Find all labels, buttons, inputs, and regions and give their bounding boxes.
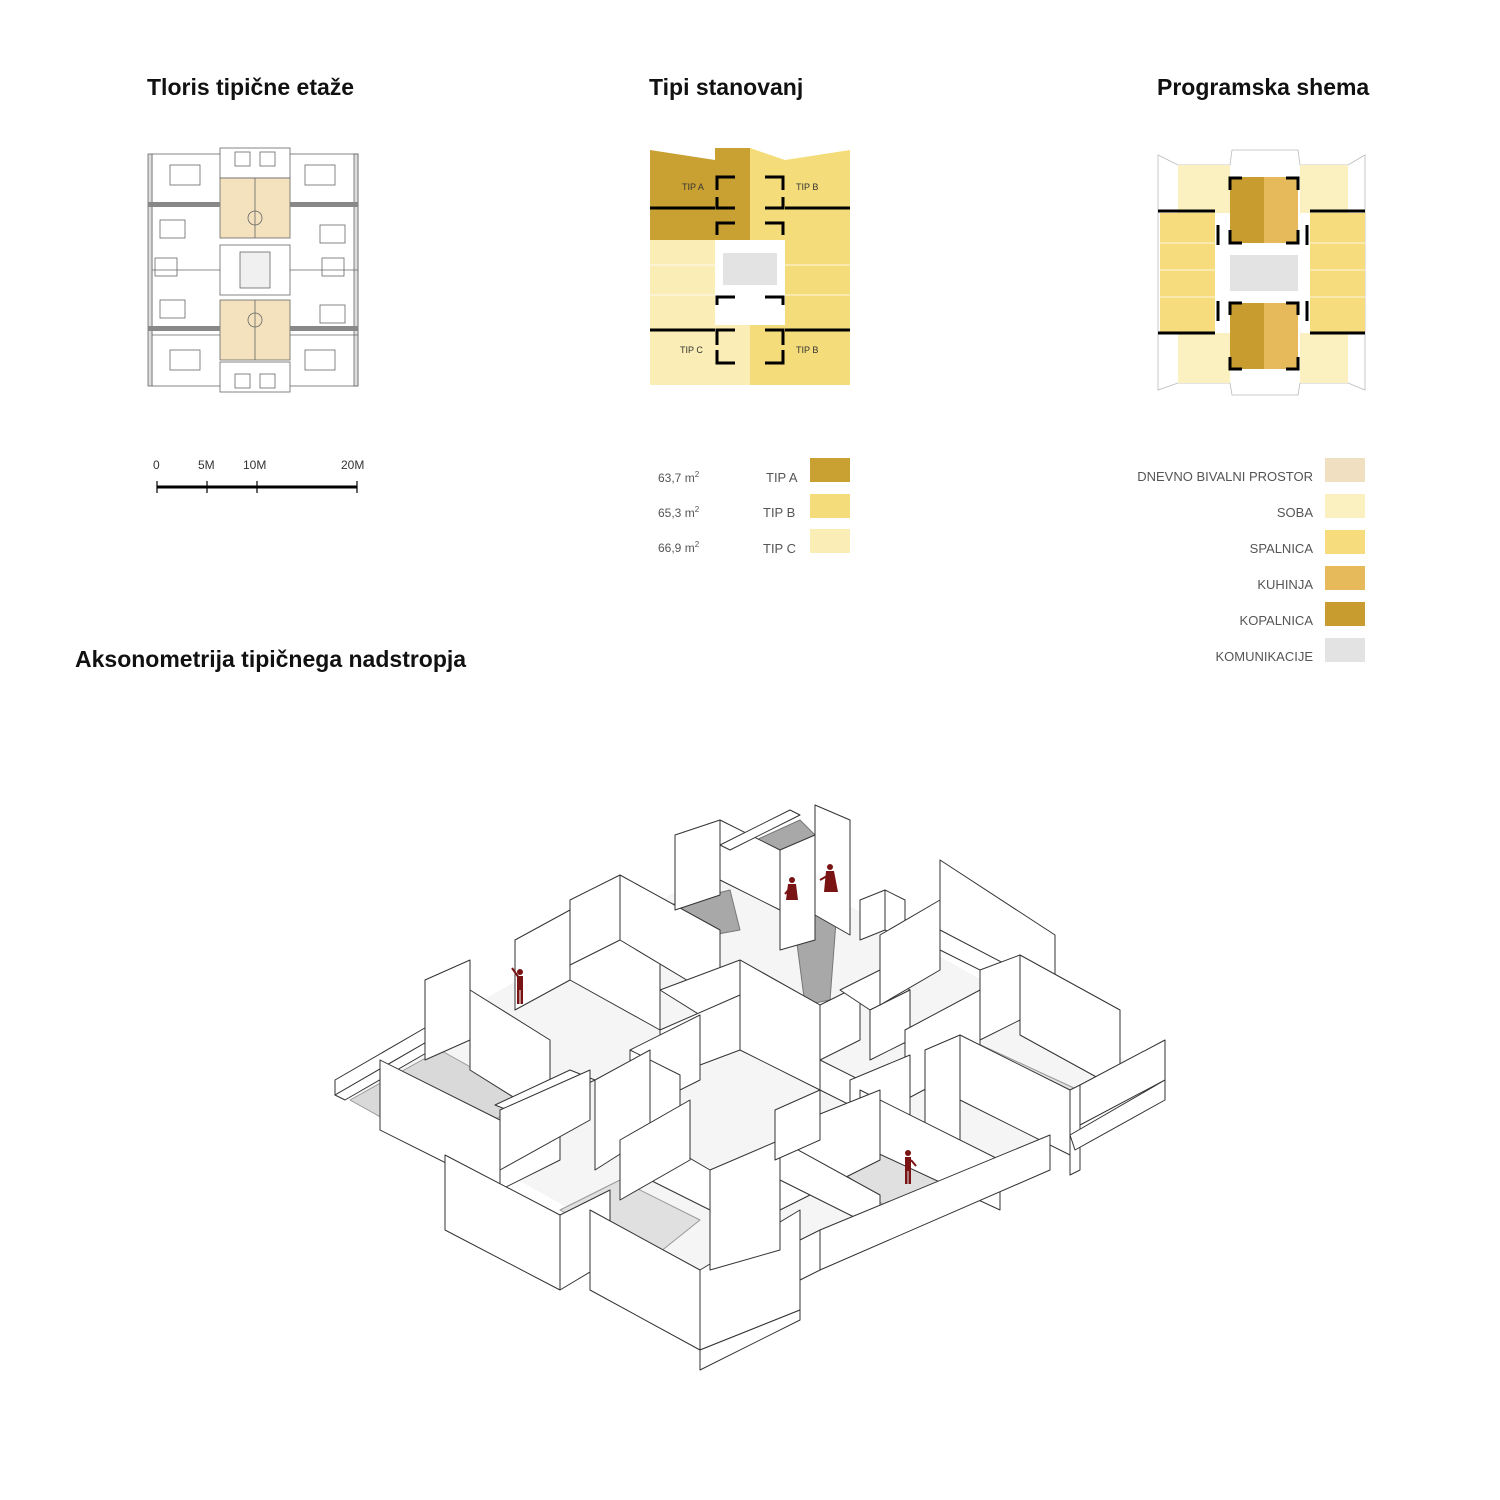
- legend-label-tip-c: TIP C: [763, 541, 796, 556]
- legend-label-komunikacije: KOMUNIKACIJE: [1215, 649, 1313, 664]
- legend-swatch-tip-a: [810, 458, 850, 482]
- legend-area-tip-c: 66,9 $m^2$: [658, 540, 700, 555]
- legend-swatch-tip-b: [810, 494, 850, 518]
- apartment-types-title: Tipi stanovanj: [649, 74, 804, 100]
- scale-label-10m: 10M: [243, 458, 267, 472]
- plan-label-tip-b-top: TIP B: [796, 182, 819, 192]
- scale-label-5m: 5M: [198, 458, 215, 472]
- legend-swatch-komunikacije: [1325, 638, 1365, 662]
- legend-label-kuhinja: KUHINJA: [1257, 577, 1313, 592]
- legend-swatch-kopalnica: [1325, 602, 1365, 626]
- axonometric-drawing: [320, 790, 1180, 1390]
- floor-plan-title: Tloris tipične etaže: [147, 74, 355, 100]
- legend-swatch-dnevno-bivalni: [1325, 458, 1365, 482]
- legend-label-spalnica: SPALNICA: [1249, 541, 1313, 556]
- legend-label-tip-b: TIP B: [763, 505, 796, 520]
- legend-label-soba: SOBA: [1276, 505, 1313, 520]
- scale-bar: [150, 478, 365, 498]
- scale-label-0: 0: [153, 458, 160, 472]
- legend-label-kopalnica: KOPALNICA: [1239, 613, 1313, 628]
- plan-label-tip-a: TIP A: [682, 182, 704, 192]
- legend-label-tip-a: TIP A: [766, 470, 798, 485]
- legend-swatch-spalnica: [1325, 530, 1365, 554]
- program-scheme-title: Programska shema: [1157, 74, 1370, 100]
- plan-label-tip-b-bottom: TIP B: [796, 345, 819, 355]
- typical-floor-plan: [140, 140, 370, 400]
- legend-swatch-kuhinja: [1325, 566, 1365, 590]
- legend-area-tip-b: 65,3 $m^2$: [658, 505, 700, 520]
- apartment-types-plan: [645, 145, 855, 395]
- legend-label-dnevno-bivalni: DNEVNO BIVALNI PROSTOR: [1137, 469, 1313, 484]
- legend-swatch-soba: [1325, 494, 1365, 518]
- axonometry-title: Aksonometrija tipičnega nadstropja: [75, 646, 467, 672]
- legend-area-tip-a: 63,7 $m^2$: [658, 470, 700, 485]
- plan-label-tip-c: TIP C: [680, 345, 703, 355]
- program-scheme-plan: [1150, 145, 1370, 400]
- legend-swatch-tip-c: [810, 529, 850, 553]
- scale-label-20m: 20M: [341, 458, 365, 472]
